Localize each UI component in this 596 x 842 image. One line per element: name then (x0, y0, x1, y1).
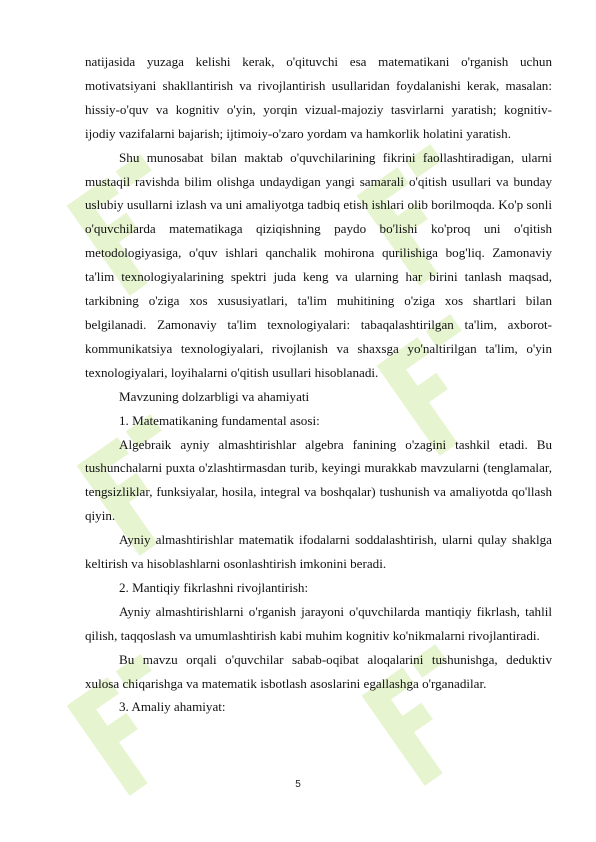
paragraph: Shu munosabat bilan maktab o'quvchilarining fikrini faollashtiradigan, ularni mustaqil ravishda bilim olishga undaydigan yangi samarali o'qitish usullari va bunday uslubiy usullarni izlash va uni amaliyotga tadbiq etish ishlari olib borilmoqda. Ko'p sonli o'quvchilarda matematikaga qiziqishning paydo bo'lishi ko'proq uni o'qitish metodologiyasiga, o'quv ishlari qanchalik mohirona qurilishiga bog'liq. Zamonaviy ta'lim texnologiyalarining spektri juda keng va ularning har birini tanlash maqsad, tarkibning o'ziga xos xususiyatlari, ta'lim muhitining o'ziga xos shartlari bilan belgilanadi. Zamonaviy ta'lim texnologiyalari: tabaqalashtirilgan ta'lim, axborot-kommunikatsiya texnologiyalari, rivojlanish va shaxsga yo'naltirilgan ta'lim, o'yin texnologiyalari, loyihalarni o'qitish usullari hisoblanadi. (85, 149, 552, 380)
page-number: 5 (295, 779, 301, 790)
list-heading: 1. Matematikaning fundamental asosi: (119, 412, 320, 428)
list-heading: 3. Amaliy ahamiyat: (119, 699, 226, 715)
list-heading: 2. Mantiqiy fikrlashni rivojlantirish: (119, 579, 309, 595)
paragraph: Algebraik ayniy almashtirishlar algebra fanining o'zagini tashkil etadi. Bu tushunchalarni puxta o'zlashtirmasdan turib, keyingi murakkab mavzularni (tenglamalar, tengsizliklar, funksiyalar, hosila, integral va boshqalar) tushunish va amaliyotda qo'llash qiyin. (85, 436, 552, 524)
paragraph: Ayniy almashtirishlarni o'rganish jarayoni o'quvchilarda mantiqiy fikrlash, tahlil qilish, taqqoslash va umumlashtirish kabi muhim kognitiv ko'nikmalarni rivojlantiradi. (85, 603, 552, 643)
paragraph: Bu mavzu orqali o'quvchilar sabab-oqibat aloqalarini tushunishga, deduktiv xulosa chiqarishga va matematik isbotlash asoslarini egallashga o'rganadilar. (85, 651, 552, 691)
document-body (85, 50, 552, 719)
section-heading: Mavzuning dolzarbligi va ahamiyati (119, 388, 310, 404)
paragraph: Ayniy almashtirishlar matematik ifodalarni soddalashtirish, ularni qulay shaklga keltirish va hisoblashlarni osonlashtirish imkonini beradi. (85, 532, 552, 572)
paragraph: natijasida yuzaga kelishi kerak, o'qituvchi esa matematikani o'rganish uchun motivatsiyani shakllantirish va rivojlantirish usullaridan foydalanishi kerak, masalan: hissiy-o'quv va kognitiv o'yin, yorqin vizual-majoziy tasvirlarni yaratish; kognitiv- ijodiy vazifalarni bajarish; ijtimoiy-o'zaro yordam va hamkorlik holatini yaratish. (85, 54, 552, 141)
